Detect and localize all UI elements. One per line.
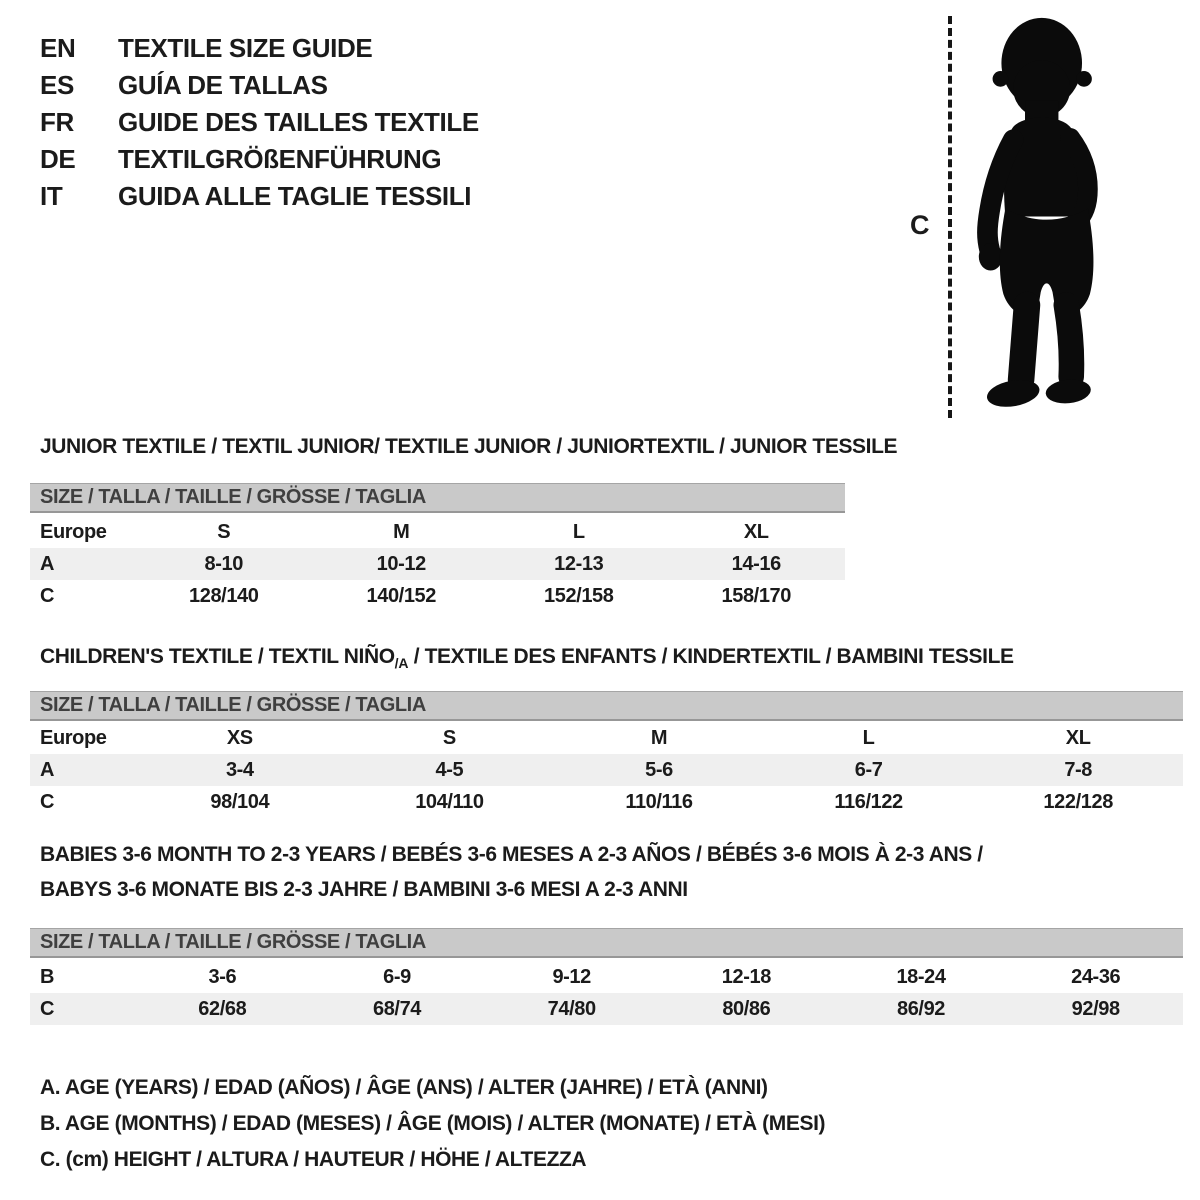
value-cell: 14-16 (731, 553, 781, 575)
table-row-europe (30, 516, 845, 548)
title-prefix: CHILDREN'S TEXTILE / TEXTIL NIÑO (40, 645, 395, 668)
value-cell: 6-7 (854, 759, 883, 781)
lang-row-de (40, 141, 479, 178)
row-label: A (40, 553, 55, 575)
size-cell: S (217, 521, 231, 543)
table-row-age-months (30, 961, 1183, 993)
section-babies (30, 840, 1183, 1030)
size-cell: S (442, 727, 456, 749)
section-title-children (40, 645, 1014, 669)
section-title-babies-line2: BABYS 3-6 MONATE BIS 2-3 JAHRE / BAMBINI 3-6 MESI A 2-3 ANNI (40, 878, 688, 901)
size-cell: XS (226, 727, 253, 749)
title-subscript: /A (394, 655, 409, 671)
lang-row-en (40, 30, 479, 67)
value-cell: 24-36 (1071, 966, 1121, 988)
value-cell: 80/86 (722, 998, 771, 1020)
language-title-list (40, 30, 479, 215)
legend (40, 1070, 825, 1178)
section-junior (30, 433, 898, 613)
legend-line-b: B. AGE (MONTHS) / EDAD (MESES) / ÂGE (MOIS) / ALTER (MONATE) / ETÀ (MESI) (40, 1112, 826, 1135)
height-measure-line (948, 16, 952, 418)
legend-line-a: A. AGE (YEARS) / EDAD (AÑOS) / ÂGE (ANS) / ALTER (JAHRE) / ETÀ (ANNI) (40, 1076, 768, 1099)
table-row-height (30, 786, 1183, 818)
size-header-bar: SIZE / TALLA / TAILLE / GRÖSSE / TAGLIA (30, 928, 1183, 958)
legend-line-c: C. (cm) HEIGHT / ALTURA / HAUTEUR / HÖHE / ALTEZZA (40, 1148, 587, 1171)
lang-row-it (40, 178, 479, 215)
value-cell: 4-5 (435, 759, 464, 781)
table-row-age-years (30, 548, 845, 580)
size-header-bar: SIZE / TALLA / TAILLE / GRÖSSE / TAGLIA (30, 691, 1183, 721)
table-row-age-years (30, 754, 1183, 786)
table-row-height (30, 580, 845, 612)
lang-code: DE (40, 144, 76, 174)
row-label: Europe (40, 727, 107, 749)
height-measure-label: C (910, 210, 930, 240)
section-children (30, 643, 1183, 823)
section-title-babies-line1: BABIES 3-6 MONTH TO 2-3 YEARS / BEBÉS 3-6 MESES A 2-3 AÑOS / BÉBÉS 3-6 MOIS À 2-3 ANS / (40, 843, 983, 866)
value-cell: 18-24 (896, 966, 946, 988)
baby-silhouette-icon (972, 14, 1137, 417)
value-cell: 128/140 (189, 585, 259, 607)
size-cell: XL (1065, 727, 1091, 749)
lang-row-fr (40, 104, 479, 141)
value-cell: 158/170 (721, 585, 791, 607)
value-cell: 10-12 (376, 553, 426, 575)
value-cell: 12-18 (721, 966, 771, 988)
value-cell: 122/128 (1043, 791, 1113, 813)
value-cell: 152/158 (544, 585, 614, 607)
size-cell: M (393, 521, 410, 543)
value-cell: 110/116 (625, 791, 693, 813)
value-cell: 86/92 (896, 998, 946, 1020)
table-row-europe (30, 722, 1183, 754)
row-label: Europe (40, 521, 107, 543)
lang-row-es (40, 67, 479, 104)
lang-label: GUIDE DES TAILLES TEXTILE (118, 107, 479, 137)
value-cell: 3-6 (208, 966, 237, 988)
size-header-bar: SIZE / TALLA / TAILLE / GRÖSSE / TAGLIA (30, 483, 845, 513)
lang-code: ES (40, 70, 74, 100)
row-label: C (40, 998, 55, 1020)
value-cell: 6-9 (383, 966, 411, 988)
section-title-junior: JUNIOR TEXTILE / TEXTIL JUNIOR/ TEXTILE JUNIOR / JUNIORTEXTIL / JUNIOR TESSILE (40, 435, 898, 458)
value-cell: 74/80 (547, 998, 596, 1020)
value-cell: 62/68 (198, 998, 247, 1020)
lang-code: EN (40, 33, 76, 63)
row-label: C (40, 791, 55, 813)
lang-label: TEXTILGRÖßENFÜHRUNG (118, 144, 442, 174)
value-cell: 3-4 (225, 759, 254, 781)
row-label: B (40, 966, 55, 988)
lang-label: TEXTILE SIZE GUIDE (118, 33, 373, 63)
lang-label: GUÍA DE TALLAS (118, 70, 328, 100)
size-cell: L (572, 521, 585, 543)
lang-code: FR (40, 107, 74, 137)
value-cell: 68/74 (372, 998, 422, 1020)
value-cell: 116/122 (834, 791, 903, 813)
value-cell: 8-10 (204, 553, 243, 575)
table-row-height (30, 993, 1183, 1025)
value-cell: 140/152 (366, 585, 436, 607)
value-cell: 12-13 (554, 553, 604, 575)
row-label: C (40, 585, 55, 607)
size-cell: XL (743, 521, 769, 543)
lang-label: GUIDA ALLE TAGLIE TESSILI (118, 181, 472, 211)
lang-code: IT (40, 181, 63, 211)
title-suffix: / TEXTILE DES ENFANTS / KINDERTEXTIL / BAMBINI TESSILE (408, 645, 1014, 668)
value-cell: 104/110 (415, 791, 484, 813)
value-cell: 92/98 (1071, 998, 1120, 1020)
row-label: A (40, 759, 55, 781)
value-cell: 98/104 (210, 791, 270, 813)
value-cell: 7-8 (1064, 759, 1093, 781)
value-cell: 9-12 (552, 966, 591, 988)
value-cell: 5-6 (645, 759, 673, 781)
size-cell: L (862, 727, 875, 749)
size-cell: M (650, 727, 668, 749)
